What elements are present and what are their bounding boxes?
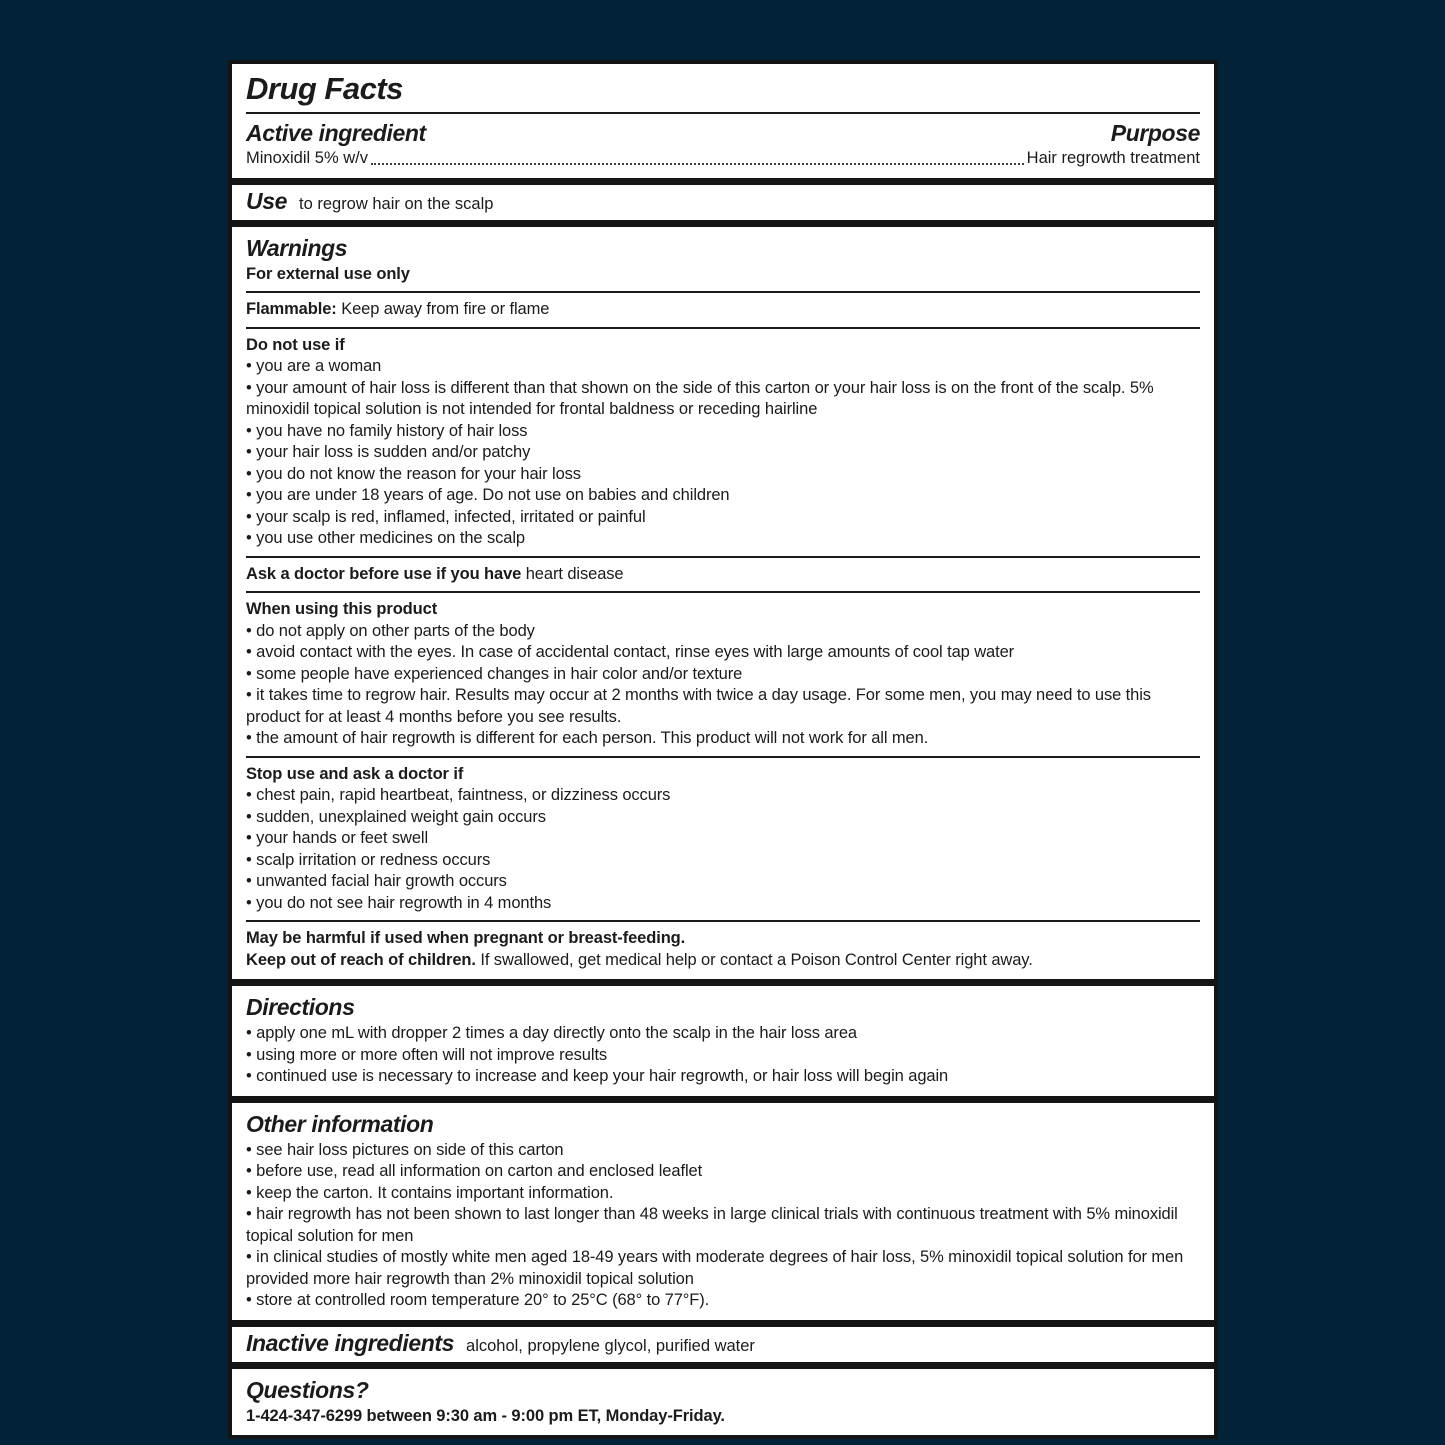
do-not-use-bullet: • you are a woman <box>246 356 1200 378</box>
flammable-note <box>246 299 1200 321</box>
ingredient-row <box>246 148 1200 170</box>
do-not-use-bullet: • you have no family history of hair loss <box>246 421 1200 443</box>
use-text: to regrow hair on the scalp <box>299 194 494 213</box>
stop-use-bullet: • chest pain, rapid heartbeat, faintness, or dizziness occurs <box>246 785 1200 807</box>
do-not-use-bullet: • you use other medicines on the scalp <box>246 528 1200 550</box>
section-questions <box>232 1369 1214 1436</box>
section-other-information <box>232 1103 1214 1320</box>
section-separator <box>232 1320 1214 1327</box>
when-using-heading: When using this product <box>246 600 438 618</box>
use-heading: Use <box>246 187 287 214</box>
ask-doctor-text: heart disease <box>525 564 624 583</box>
divider <box>246 327 1200 329</box>
section-warnings <box>232 227 1214 980</box>
section-active-ingredient <box>232 64 1214 178</box>
active-purpose-header-row <box>246 120 1200 146</box>
section-use <box>232 185 1214 220</box>
flammable-text: Keep away from fire or flame <box>341 300 550 318</box>
inactive-ingredients-heading: Inactive ingredients <box>246 1329 455 1356</box>
when-using-bullet: • some people have experienced changes in hair color and/or texture <box>246 664 1200 686</box>
do-not-use-bullet: • you are under 18 years of age. Do not use on babies and children <box>246 485 1200 507</box>
stop-use-bullet: • scalp irritation or redness occurs <box>246 850 1200 872</box>
do-not-use-bullet: • your hair loss is sudden and/or patchy <box>246 442 1200 464</box>
directions-bullet: • apply one mL with dropper 2 times a day directly onto the scalp in the hair loss area <box>246 1023 1200 1045</box>
other-information-bullet: • in clinical studies of mostly white men aged 18-49 years with moderate degrees of hair loss, 5% minoxidil topical solution for men provided more hair regrowth than 2% minoxidil topical solution <box>246 1247 1200 1290</box>
stop-use-bullet: • sudden, unexplained weight gain occurs <box>246 807 1200 829</box>
when-using-bullet: • do not apply on other parts of the body <box>246 621 1200 643</box>
leader-dots <box>371 148 1024 165</box>
do-not-use-bullet: • you do not know the reason for your hair loss <box>246 464 1200 486</box>
purpose-value: Hair regrowth treatment <box>1026 149 1200 167</box>
when-using-bullet: • avoid contact with the eyes. In case of accidental contact, rinse eyes with large amounts of cool tap water <box>246 642 1200 664</box>
do-not-use-heading: Do not use if <box>246 335 345 354</box>
section-separator <box>232 1096 1214 1103</box>
section-separator <box>232 220 1214 227</box>
other-information-heading: Other information <box>246 1110 434 1137</box>
divider <box>246 112 1200 114</box>
flammable-label: Flammable: <box>246 300 337 318</box>
section-inactive-ingredients <box>232 1327 1214 1362</box>
children-warning <box>246 950 1200 972</box>
other-information-bullet: • see hair loss pictures on side of this carton <box>246 1140 1200 1162</box>
divider <box>246 920 1200 922</box>
ingredient-name: Minoxidil 5% w/v <box>246 149 368 167</box>
divider <box>246 291 1200 293</box>
active-ingredient-heading: Active ingredient <box>246 120 426 146</box>
do-not-use-bullet: • your amount of hair loss is different than that shown on the side of this carton or your hair loss is on the front of the scalp. 5% minoxidil topical solution is not intended for frontal baldness or receding hairline <box>246 378 1200 421</box>
warnings-heading: Warnings <box>246 234 348 261</box>
stop-use-bullet: • your hands or feet swell <box>246 828 1200 850</box>
purpose-heading: Purpose <box>1110 120 1200 146</box>
questions-phone: 1-424-347-6299 between 9:30 am - 9:00 pm ET, Monday-Friday. <box>246 1406 725 1425</box>
ask-doctor-label: Ask a doctor before use if you have <box>246 564 522 583</box>
children-warning-label: Keep out of reach of children. <box>246 950 476 969</box>
stop-use-bullet: • unwanted facial hair growth occurs <box>246 871 1200 893</box>
external-use-note: For external use only <box>246 264 410 283</box>
stop-use-heading: Stop use and ask a doctor if <box>246 764 464 783</box>
do-not-use-bullet: • your scalp is red, inflamed, infected, irritated or painful <box>246 507 1200 529</box>
ask-doctor-note <box>246 564 1200 586</box>
questions-heading: Questions? <box>246 1376 369 1403</box>
section-separator <box>232 1362 1214 1369</box>
when-using-bullet: • it takes time to regrow hair. Results may occur at 2 months with twice a day usage. For some men, you may need to use this product for at least 4 months before you see results. <box>246 685 1200 728</box>
drug-facts-panel <box>228 60 1218 1439</box>
pregnancy-warning: May be harmful if used when pregnant or breast-feeding. <box>246 929 686 947</box>
other-information-bullet: • before use, read all information on carton and enclosed leaflet <box>246 1161 1200 1183</box>
directions-bullet: • continued use is necessary to increase and keep your hair regrowth, or hair loss will begin again <box>246 1066 1200 1088</box>
section-directions <box>232 986 1214 1096</box>
drug-facts-title: Drug Facts <box>246 71 403 106</box>
divider <box>246 591 1200 593</box>
divider <box>246 556 1200 558</box>
other-information-bullet: • keep the carton. It contains important information. <box>246 1183 1200 1205</box>
stop-use-bullet: • you do not see hair regrowth in 4 months <box>246 893 1200 915</box>
section-separator <box>232 979 1214 986</box>
directions-heading: Directions <box>246 994 355 1020</box>
other-information-bullet: • store at controlled room temperature 20° to 25°C (68° to 77°F). <box>246 1290 1200 1312</box>
children-warning-text: If swallowed, get medical help or contact a Poison Control Center right away. <box>480 950 1033 969</box>
directions-bullet: • using more or more often will not improve results <box>246 1045 1200 1067</box>
divider <box>246 756 1200 758</box>
section-separator <box>232 178 1214 185</box>
inactive-ingredients-text: alcohol, propylene glycol, purified water <box>466 1336 755 1355</box>
when-using-bullet: • the amount of hair regrowth is different for each person. This product will not work for all men. <box>246 728 1200 750</box>
other-information-bullet: • hair regrowth has not been shown to last longer than 48 weeks in large clinical trials with continuous treatment with 5% minoxidil topical solution for men <box>246 1204 1200 1247</box>
